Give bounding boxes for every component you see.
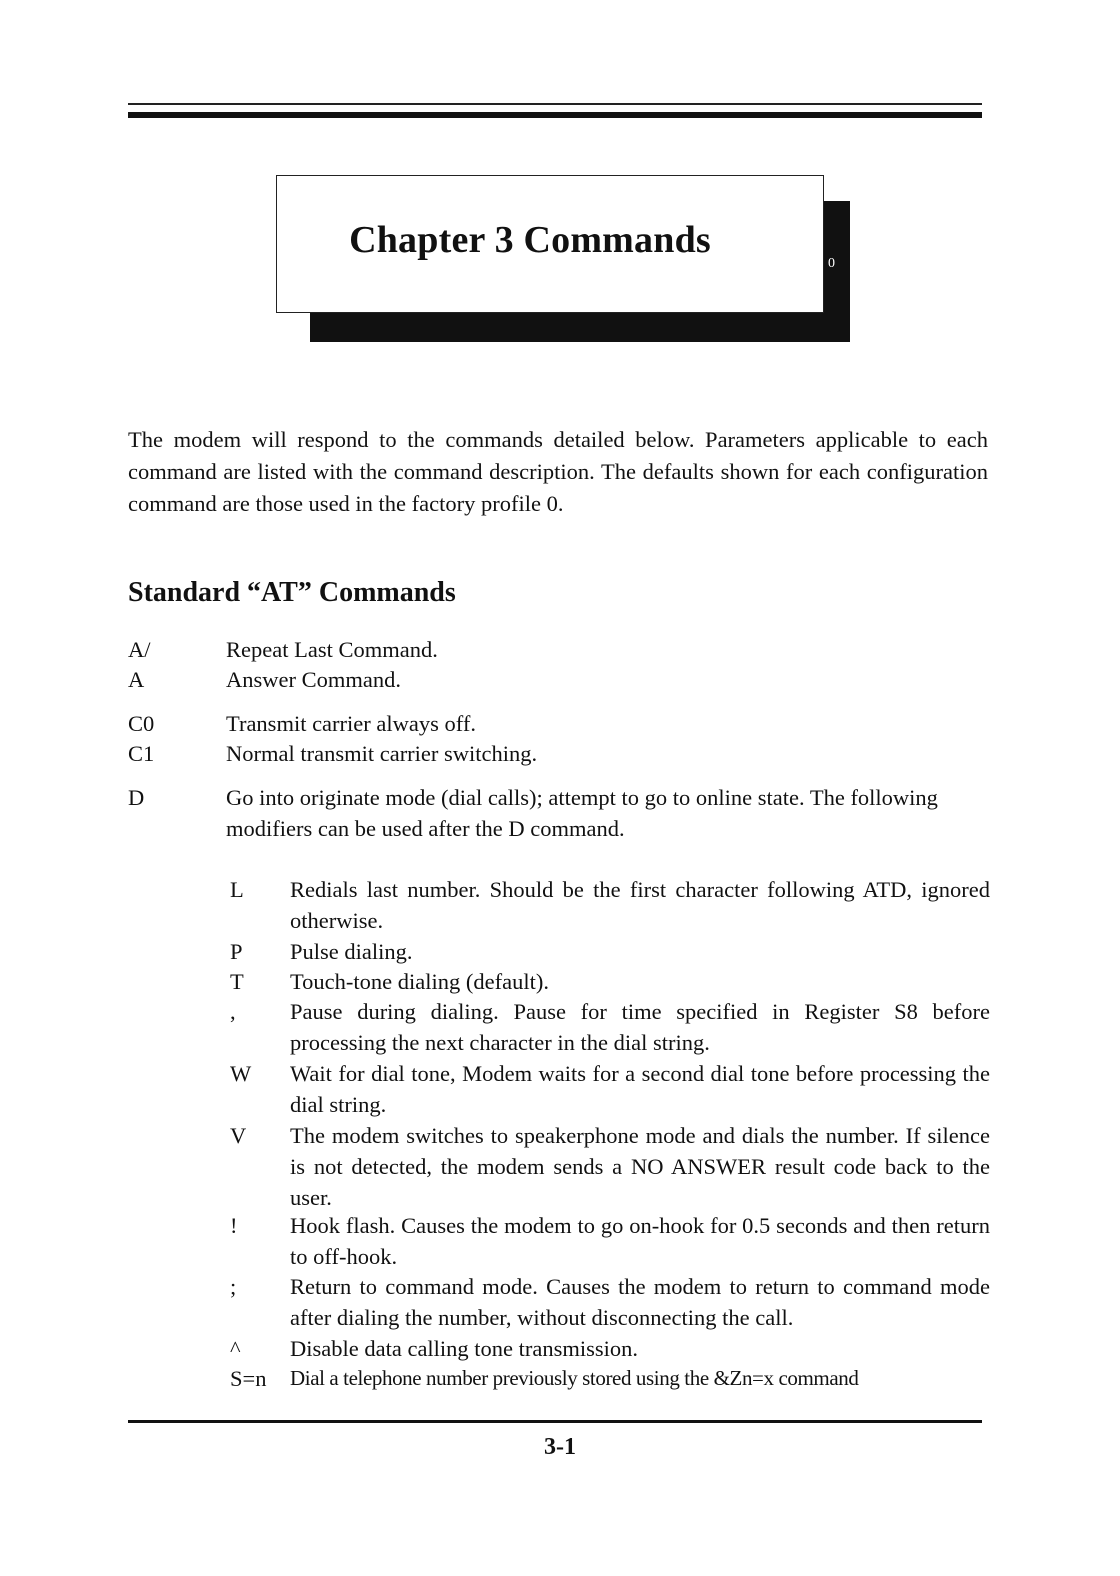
command-description: Go into originate mode (dial calls); attempt to go to online state. The following modifiers can be used after the D command. <box>226 785 938 841</box>
modifier-description: Pulse dialing. <box>290 939 413 964</box>
modifier-code: L <box>230 877 244 902</box>
header-rule-thin <box>128 103 982 105</box>
intro-text: The modem will respond to the commands detailed below. Parameters applicable to each command are listed with the command description. The defaults shown for each configuration command are those used in the factory profile 0. <box>128 427 988 516</box>
modifier-code: S=n <box>230 1366 267 1391</box>
command-description: Transmit carrier always off. <box>226 711 476 736</box>
chapter-title: Chapter 3 Commands <box>349 219 711 261</box>
command-description: Repeat Last Command. <box>226 637 438 662</box>
modifier-code: P <box>230 939 243 964</box>
modifier-description: Return to command mode. Causes the modem to return to command mode after dialing the number, without disconnecting the call. <box>290 1274 990 1330</box>
modifier-description: Dial a telephone number previously stored using the &Zn=x command <box>290 1366 859 1390</box>
modifier-code: ! <box>230 1213 238 1238</box>
modifier-code: ; <box>230 1274 237 1299</box>
modifier-description: Touch-tone dialing (default). <box>290 969 549 994</box>
chapter-title-box <box>276 175 824 313</box>
modifier-code: V <box>230 1123 247 1148</box>
command-code: A <box>128 667 145 692</box>
command-code: D <box>128 785 145 810</box>
modifier-description: Pause during dialing. Pause for time specified in Register S8 before processing the next character in the dial string. <box>290 999 990 1055</box>
command-code: A/ <box>128 637 151 662</box>
modifier-description: Disable data calling tone transmission. <box>290 1336 639 1361</box>
modifier-code: T <box>230 969 244 994</box>
header-rule-thick <box>128 112 982 118</box>
intro-paragraph <box>128 424 988 520</box>
command-code: C0 <box>128 711 155 736</box>
footer-rule <box>128 1420 982 1423</box>
chapter-tab-mark: 0 <box>828 256 835 271</box>
modifier-description: Wait for dial tone, Modem waits for a second dial tone before processing the dial string. <box>290 1061 990 1117</box>
page-number: 3-1 <box>544 1434 576 1460</box>
command-description: Normal transmit carrier switching. <box>226 741 538 766</box>
section-heading: Standard “AT” Commands <box>128 577 456 608</box>
command-code: C1 <box>128 741 155 766</box>
command-description: Answer Command. <box>226 667 401 692</box>
modifier-description: The modem switches to speakerphone mode and dials the number. If silence is not detected, the modem sends a NO ANSWER result code back to the user. <box>290 1123 990 1210</box>
modifier-code: W <box>230 1061 252 1086</box>
modifier-description: Hook flash. Causes the modem to go on-hook for 0.5 seconds and then return to off-hook. <box>290 1213 990 1269</box>
modifier-code: ^ <box>230 1336 241 1361</box>
modifier-description: Redials last number. Should be the first character following ATD, ignored otherwise. <box>290 877 990 933</box>
modifier-code: , <box>230 999 236 1024</box>
